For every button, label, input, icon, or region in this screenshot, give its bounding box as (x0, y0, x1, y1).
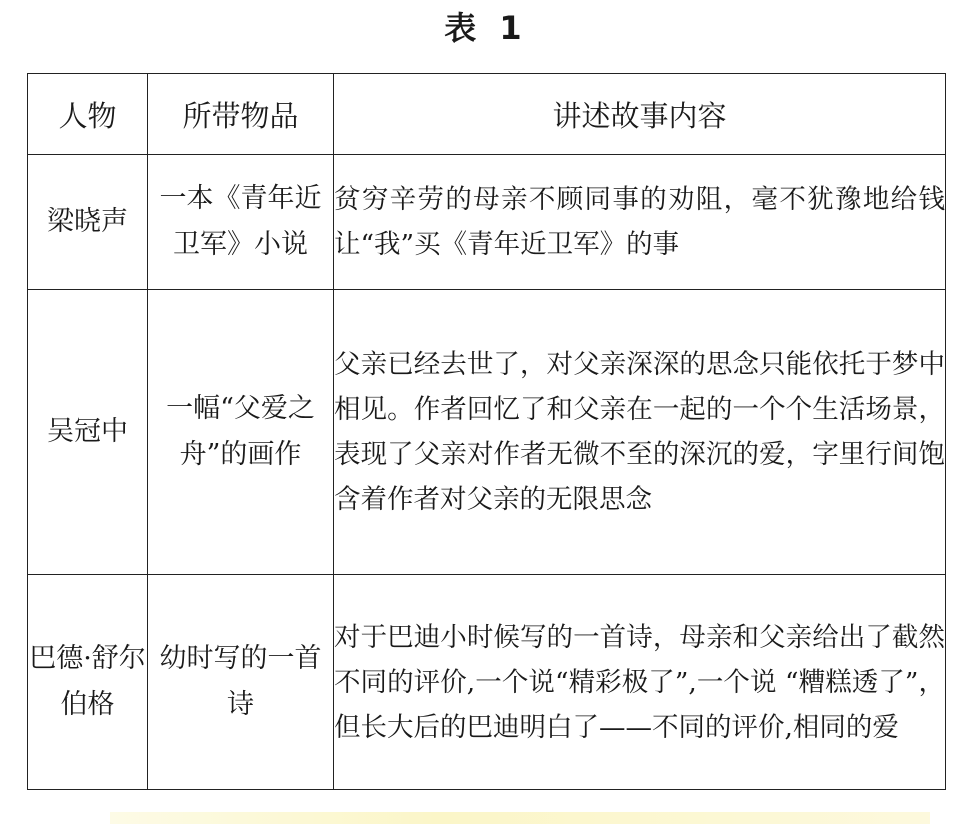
table-row (28, 290, 946, 575)
data-table (27, 73, 946, 790)
table-row (28, 155, 946, 290)
cell-person: 巴德·舒尔伯格 (28, 575, 148, 790)
cell-person: 梁晓声 (28, 155, 148, 290)
cell-story: 贫穷辛劳的母亲不顾同事的劝阻，毫不犹豫地给钱让“我”买《青年近卫军》的事 (334, 155, 946, 290)
header-item: 所带物品 (148, 74, 334, 155)
cell-story: 父亲已经去世了，对父亲深深的思念只能依托于梦中相见。作者回忆了和父亲在一起的一个个生活场景，表现了父亲对作者无微不至的深沉的爱，字里行间饱含着作者对父亲的无限思念 (334, 290, 946, 575)
header-story: 讲述故事内容 (334, 74, 946, 155)
cell-person: 吴冠中 (28, 290, 148, 575)
table-title: 表 1 (444, 9, 528, 47)
cell-story: 对于巴迪小时候写的一首诗，母亲和父亲给出了截然不同的评价,一个说“精彩极了”,一个说 “糟糕透了”，但长大后的巴迪明白了——不同的评价,相同的爱 (334, 575, 946, 790)
cell-item: 一本《青年近卫军》小说 (148, 155, 334, 290)
table-header-row (28, 74, 946, 155)
cell-item: 一幅“父爱之舟”的画作 (148, 290, 334, 575)
bottom-highlight-strip (110, 812, 930, 824)
header-person: 人物 (28, 74, 148, 155)
cell-item: 幼时写的一首诗 (148, 575, 334, 790)
table-row (28, 575, 946, 790)
